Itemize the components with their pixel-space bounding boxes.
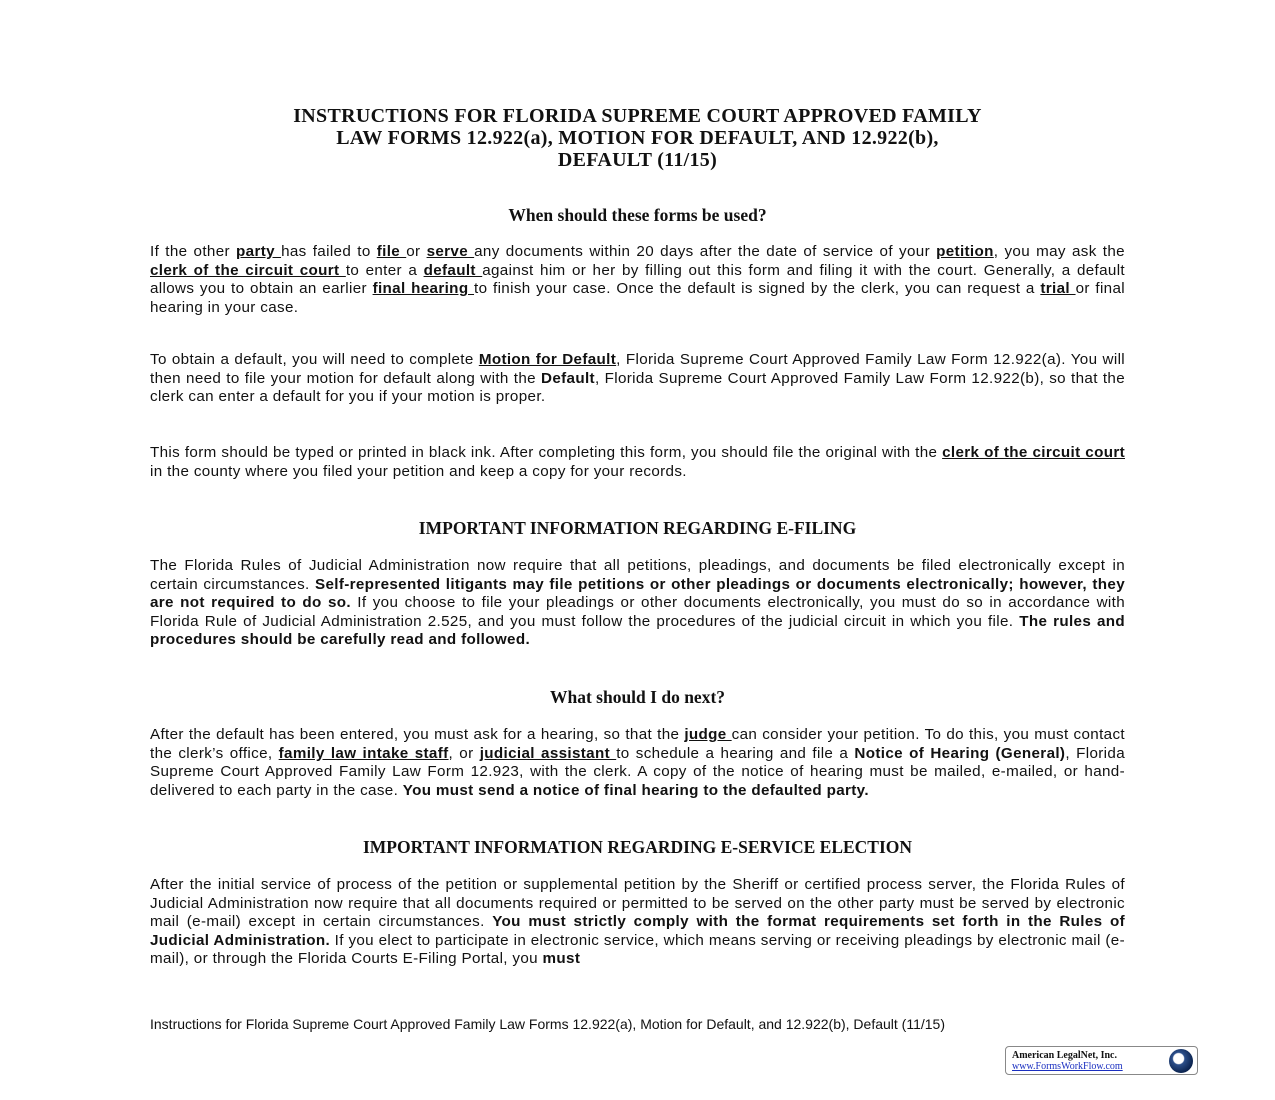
bold-text: The rules and procedures should be carefully read and followed.	[150, 612, 1125, 649]
text-run: to enter a	[345, 261, 424, 279]
glossary-term: judge	[684, 726, 732, 743]
text-run: in the county where you filed your petition and keep a copy for your records.	[150, 462, 687, 480]
text-run: This form should be typed or printed in black ink. After completing this form, you should file the original with the	[150, 444, 943, 461]
text-run: against him or her by filling out this form and filing it with the court. Generally, a default allows you to obtain an earlier	[150, 261, 1125, 298]
bold-text: Notice of Hearing (General)	[854, 744, 1066, 762]
glossary-term: serve	[426, 243, 475, 260]
paragraph	[150, 351, 1125, 407]
heading-eservice: IMPORTANT INFORMATION REGARDING E-SERVICE ELECTION	[362, 837, 913, 857]
glossary-term: petition	[936, 243, 994, 260]
heading-when-used: When should these forms be used?	[508, 205, 767, 225]
paragraph	[150, 557, 1125, 650]
title-line: INSTRUCTIONS FOR FLORIDA SUPREME COURT APPROVED FAMILY	[293, 105, 982, 127]
title-line: LAW FORMS 12.922(a), MOTION FOR DEFAULT, AND 12.922(b),	[336, 127, 939, 149]
heading-next-steps: What should I do next?	[549, 687, 726, 707]
text-run: The Florida Rules of Judicial Administration now require that all petitions, pleadings, and documents be filed electronically except in certain circumstances.	[150, 557, 1125, 593]
glossary-term: final hearing	[372, 280, 475, 298]
bold-text: You must strictly comply with the format requirements set forth in the Rules of Judicial Administration.	[150, 913, 1125, 949]
bold-text: Self-represented litigants may file petitions or other pleadings or documents electronically; however, they are not required to do so.	[150, 575, 1125, 612]
page-footer: Instructions for Florida Supreme Court Approved Family Law Forms 12.922(a), Motion for Default, and 12.922(b), Default (11/15)	[150, 1016, 945, 1032]
text-run: , Florida Supreme Court Approved Family Law Form 12.922(a). You will then need to file your motion for default along with the	[150, 351, 1126, 387]
paragraph	[150, 243, 1125, 317]
glossary-term: Motion for Default	[478, 351, 617, 368]
text-run: to finish your case. Once the default is signed by the clerk, you can request a	[474, 280, 1041, 298]
text-run: or final hearing in your case.	[150, 280, 1125, 316]
text-run: To obtain a default, you will need to complete	[150, 351, 479, 368]
bold-text: You must send a notice of final hearing to the defaulted party.	[402, 781, 869, 799]
heading-efiling: IMPORTANT INFORMATION REGARDING E-FILING	[418, 518, 857, 538]
text-run: or	[406, 243, 427, 260]
text-run: any documents within 20 days after the date of service of your	[474, 243, 937, 260]
glossary-term: clerk of the circuit court	[942, 444, 1125, 461]
americanlegalnet-logo[interactable]	[1005, 1046, 1198, 1075]
text-run: If the other	[150, 243, 237, 260]
paragraph	[150, 876, 1125, 969]
text-run: has failed to	[281, 243, 377, 260]
document-title	[150, 105, 1125, 171]
text-run: If you elect to participate in electronic service, which means serving or receiving pleadings by electronic mail (e-mail), or through the Florida Courts E-Filing Portal, you	[150, 931, 1125, 968]
text-run: can consider your petition. To do this, you must contact the clerk’s office,	[150, 726, 1125, 762]
glossary-term: trial	[1040, 280, 1076, 298]
text-run: After the default has been entered, you must ask for a hearing, so that the	[150, 726, 685, 743]
glossary-term: family law intake staff	[278, 744, 449, 762]
glossary-term: party	[236, 243, 282, 260]
paragraph	[150, 444, 1125, 481]
bold-text: must	[542, 950, 581, 968]
text-run: If you choose to file your pleadings or other documents electronically, you must do so in accordance with Florida Rule of Judicial Administration 2.525, and you must follow the procedures of the judicial circuit in which you file.	[150, 594, 1125, 630]
text-run: to schedule a hearing and file a	[616, 744, 855, 762]
glossary-term: file	[376, 243, 407, 260]
bold-text: Default	[541, 369, 595, 387]
glossary-term: clerk of the circuit court	[150, 261, 346, 279]
glossary-term: default	[423, 261, 483, 279]
logo-name: American LegalNet, Inc.	[1012, 1050, 1117, 1061]
text-run: , or	[448, 744, 480, 762]
paragraph	[150, 726, 1125, 800]
globe-icon	[1169, 1049, 1193, 1073]
text-run: , Florida Supreme Court Approved Family Law Form 12.923, with the clerk. A copy of the notice of hearing must be mailed, e-mailed, or hand-delivered to each party in the case.	[150, 744, 1125, 799]
glossary-term: judicial assistant	[479, 744, 617, 762]
title-line: DEFAULT (11/15)	[557, 149, 718, 171]
logo-link[interactable]: www.FormsWorkFlow.com	[1012, 1061, 1123, 1072]
text-run: After the initial service of process of the petition or supplemental petition by the Sheriff or certified process server, the Florida Rules of Judicial Administration now require that all documents required or permitted to be served on the other party must be served by electronic mail (e-mail) except in certain circumstances.	[150, 876, 1125, 931]
text-run: , Florida Supreme Court Approved Family Law Form 12.922(b), so that the clerk can enter a default for you if your motion is proper.	[150, 369, 1126, 406]
text-run: , you may ask the	[993, 243, 1125, 260]
